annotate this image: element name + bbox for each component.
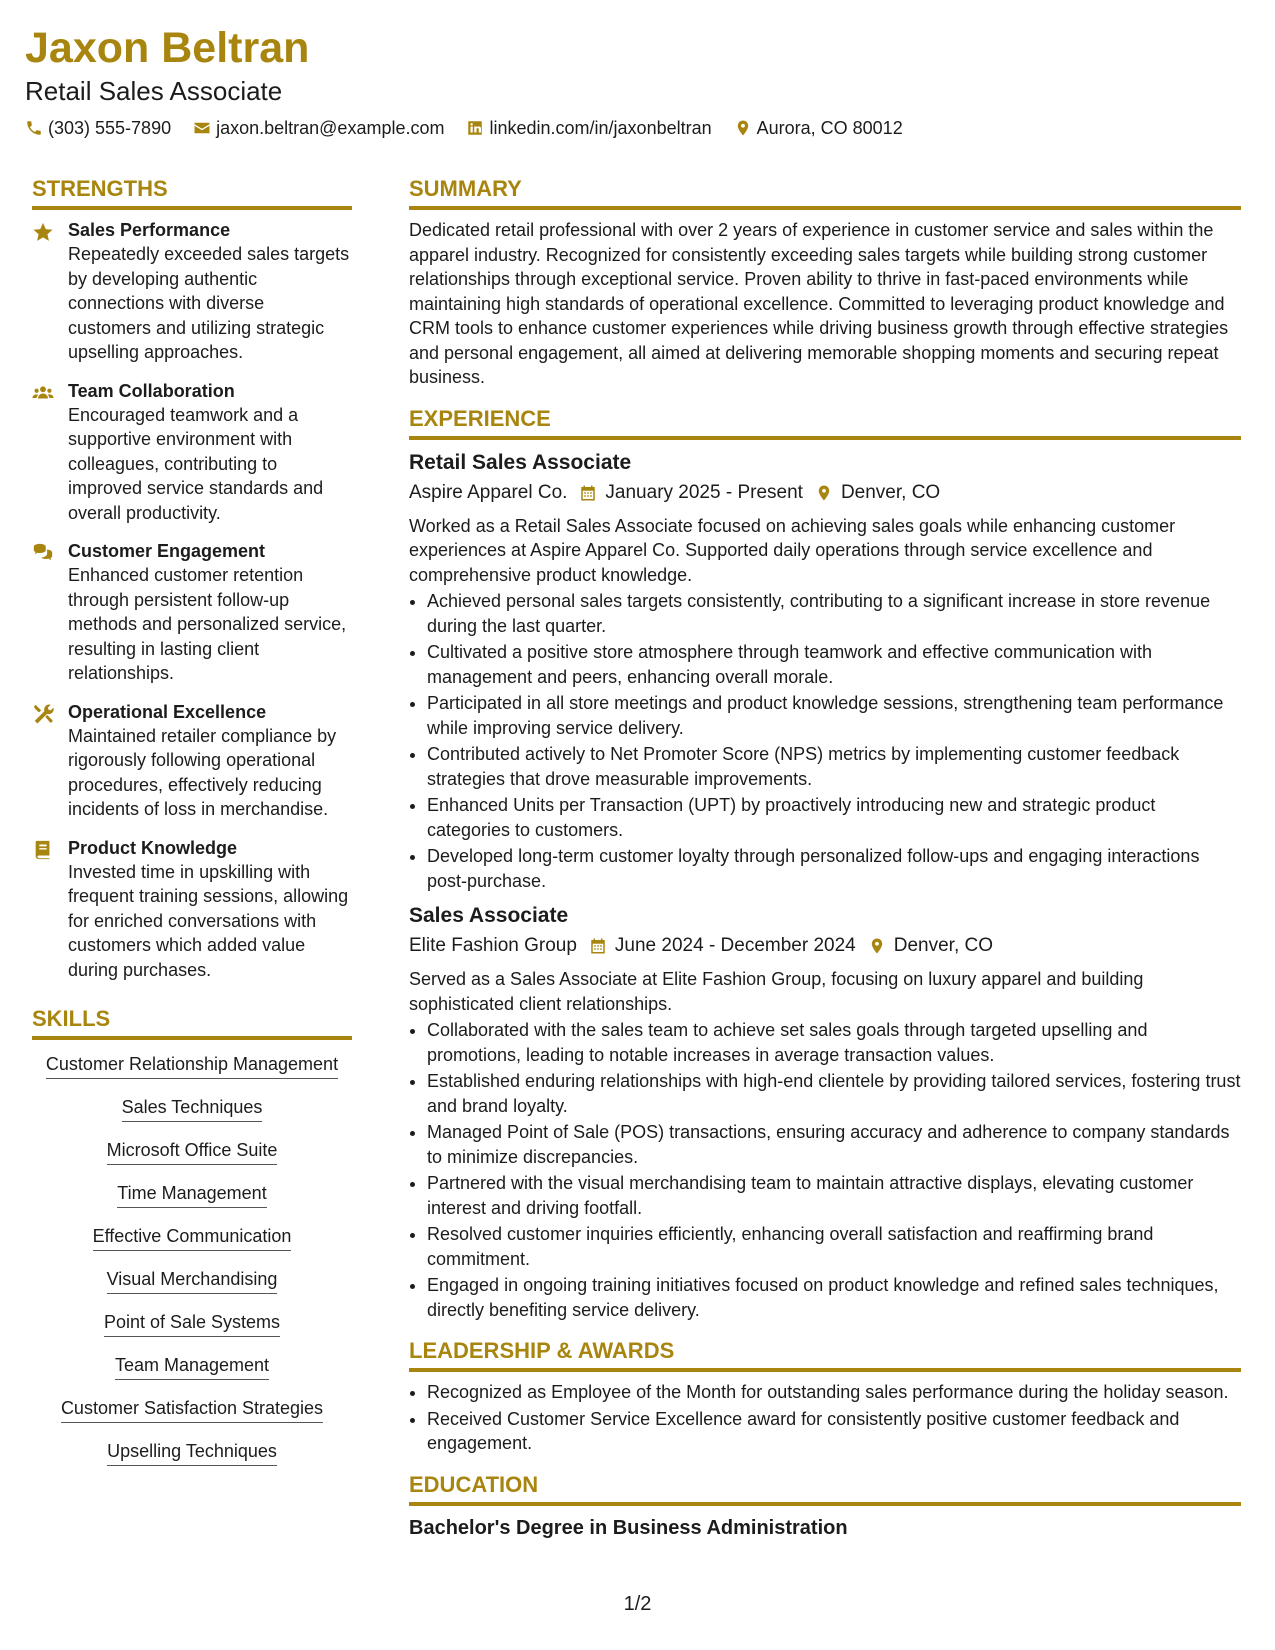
job-title: Sales Associate: [409, 904, 569, 927]
phone-text: (303) 555-7890: [48, 118, 172, 138]
job-bullet: • Cultivated a positive store atmosphere through teamwork and effective communication with management and peers, enhancing overall morale.: [427, 640, 1241, 689]
job-meta: [409, 931, 1241, 961]
award-bullet: • Received Customer Service Excellence award for consistently positive customer feedback and engagement.: [427, 1407, 1241, 1456]
strength-title: Operational Excellence: [68, 701, 267, 722]
contact-linkedin[interactable]: [466, 116, 711, 140]
skill-item: Effective Communication: [93, 1224, 292, 1251]
job-entry: [409, 901, 1241, 1322]
envelope-icon: [193, 119, 211, 137]
job-company: Aspire Apparel Co.: [409, 481, 568, 503]
comments-icon: [32, 539, 68, 686]
job-bullet: • Engaged in ongoing training initiatives focused on product knowledge and refined sales techniques, directly benefiting service delivery.: [427, 1273, 1241, 1322]
book-icon: [32, 836, 68, 983]
strength-title: Sales Performance: [68, 220, 231, 240]
awards-heading: LEADERSHIP & AWARDS: [409, 1336, 1241, 1372]
skills-list: [32, 1052, 352, 1482]
strength-desc: Maintained retailer compliance by rigorously following operational procedures, effectively reducing incidents of loss in merchandise.: [68, 725, 337, 819]
strength-title: Product Knowledge: [68, 837, 238, 858]
skill-item: Time Management: [117, 1181, 266, 1208]
skill-item: Customer Relationship Management: [46, 1052, 338, 1079]
skill-item: Point of Sale Systems: [104, 1310, 280, 1337]
map-marker-icon: [815, 484, 833, 502]
job-bullet: • Contributed actively to Net Promoter Score (NPS) metrics by implementing customer feedback strategies that drove measurable improvements.: [427, 742, 1241, 791]
location-text: Aurora, CO 80012: [756, 118, 903, 138]
skill-item: Team Management: [115, 1353, 269, 1380]
job-meta: [409, 478, 1241, 508]
experience-heading: EXPERIENCE: [409, 404, 1241, 440]
strength-desc: Encouraged teamwork and a supportive environment with colleagues, contributing to improved service standards and overall productivity.: [68, 404, 324, 523]
job-bullets: [409, 589, 1241, 893]
contact-location: [734, 116, 903, 140]
resume-header: [25, 22, 1245, 140]
right-column: [409, 174, 1241, 1542]
skill-item: Visual Merchandising: [107, 1267, 278, 1294]
contact-phone: [25, 116, 171, 140]
calendar-icon: [589, 937, 607, 955]
skills-heading: SKILLS: [32, 1004, 352, 1040]
map-marker-icon: [734, 119, 752, 137]
map-marker-icon: [868, 937, 886, 955]
skill-item: Customer Satisfaction Strategies: [61, 1396, 323, 1423]
awards-bullets: [409, 1380, 1241, 1456]
star-icon: [32, 218, 68, 365]
job-bullet: • Managed Point of Sale (POS) transactions, ensuring accuracy and adherence to company standards to minimize discrepancies.: [427, 1120, 1241, 1169]
candidate-name: Jaxon Beltran: [25, 24, 310, 72]
job-entry: [409, 448, 1241, 894]
contact-bar: [25, 116, 1245, 140]
summary-text: Dedicated retail professional with over 2 years of experience in customer service and sales within the apparel industry. Recognized for consistently exceeding sales targets while building strong customer relationships through exceptional service. Proven ability to thrive in fast-paced environments while maintaining high standards of operational excellence. Committed to leveraging product knowledge and CRM tools to enhance customer experiences while driving business growth through effective strategies and personal engagement, all aimed at delivering memorable shopping moments and securing repeat business.: [409, 220, 1229, 387]
tools-icon: [32, 700, 68, 822]
job-location: Denver, CO: [893, 935, 994, 956]
job-company: Elite Fashion Group: [409, 935, 577, 956]
summary-heading: SUMMARY: [409, 174, 1241, 210]
education-degree: Bachelor's Degree in Business Administration: [409, 1516, 848, 1539]
users-icon: [32, 379, 68, 526]
education-heading: EDUCATION: [409, 1470, 1241, 1506]
job-location: Denver, CO: [840, 481, 941, 503]
job-dates: January 2025 - Present: [605, 481, 803, 503]
job-bullets: [409, 1018, 1241, 1322]
job-dates: June 2024 - December 2024: [614, 935, 856, 956]
strength-desc: Invested time in upskilling with frequent training sessions, allowing for enriched conversations with customers which added value during purchases.: [68, 861, 349, 980]
award-bullet: • Recognized as Employee of the Month for outstanding sales performance during the holiday season.: [427, 1380, 1241, 1405]
job-bullet: • Established enduring relationships with high-end clientele by providing tailored services, fostering trust and brand loyalty.: [427, 1069, 1241, 1118]
skill-item: Sales Techniques: [122, 1095, 263, 1122]
strength-item: [32, 836, 352, 983]
job-bullet: • Developed long-term customer loyalty through personalized follow-ups and engaging interactions post-purchase.: [427, 844, 1241, 893]
strength-desc: Enhanced customer retention through persistent follow-up methods and personalized service, resulting in lasting client relationships.: [68, 565, 347, 683]
job-title: Retail Sales Associate: [409, 450, 632, 474]
job-bullet: • Participated in all store meetings and product knowledge sessions, strengthening team performance while improving service delivery.: [427, 691, 1241, 740]
linkedin-icon: [466, 119, 484, 137]
contact-email[interactable]: [193, 116, 444, 140]
job-description: Served as a Sales Associate at Elite Fashion Group, focusing on luxury apparel and building sophisticated client relationships.: [409, 969, 1144, 1014]
strength-item: [32, 218, 352, 365]
strength-item: [32, 379, 352, 526]
job-description: Worked as a Retail Sales Associate focused on achieving sales goals while enhancing customer experiences at Aspire Apparel Co. Supported daily operations through service excellence and comprehensive product knowledge.: [409, 515, 1176, 585]
strength-title: Team Collaboration: [68, 380, 235, 401]
phone-icon: [25, 119, 43, 137]
job-bullet: • Collaborated with the sales team to achieve set sales goals through targeted upselling and promotions, leading to notable increases in average transaction values.: [427, 1018, 1241, 1067]
strengths-heading: STRENGTHS: [32, 174, 352, 210]
skill-item: Microsoft Office Suite: [107, 1138, 278, 1165]
skill-item: Upselling Techniques: [107, 1439, 277, 1466]
job-bullet: • Enhanced Units per Transaction (UPT) by proactively introducing new and strategic product categories to customers.: [427, 793, 1241, 842]
strength-item: [32, 700, 352, 822]
job-bullet: • Achieved personal sales targets consistently, contributing to a significant increase in store revenue during the last quarter.: [427, 589, 1241, 638]
strength-title: Customer Engagement: [68, 541, 266, 561]
left-column: [32, 174, 352, 1482]
job-bullet: • Partnered with the visual merchandising team to maintain attractive displays, elevating customer interest and driving footfall.: [427, 1171, 1241, 1220]
job-bullet: • Resolved customer inquiries efficiently, enhancing overall satisfaction and reaffirming brand commitment.: [427, 1222, 1241, 1271]
strength-item: [32, 539, 352, 686]
page-number: 1/2: [623, 1593, 652, 1615]
strength-desc: Repeatedly exceeded sales targets by developing authentic connections with diverse customers and utilizing strategic upselling approaches.: [68, 244, 350, 362]
linkedin-text[interactable]: linkedin.com/in/jaxonbeltran: [489, 118, 712, 138]
email-text[interactable]: jaxon.beltran@example.com: [216, 118, 445, 138]
calendar-icon: [579, 484, 597, 502]
candidate-title: Retail Sales Associate: [25, 76, 283, 106]
